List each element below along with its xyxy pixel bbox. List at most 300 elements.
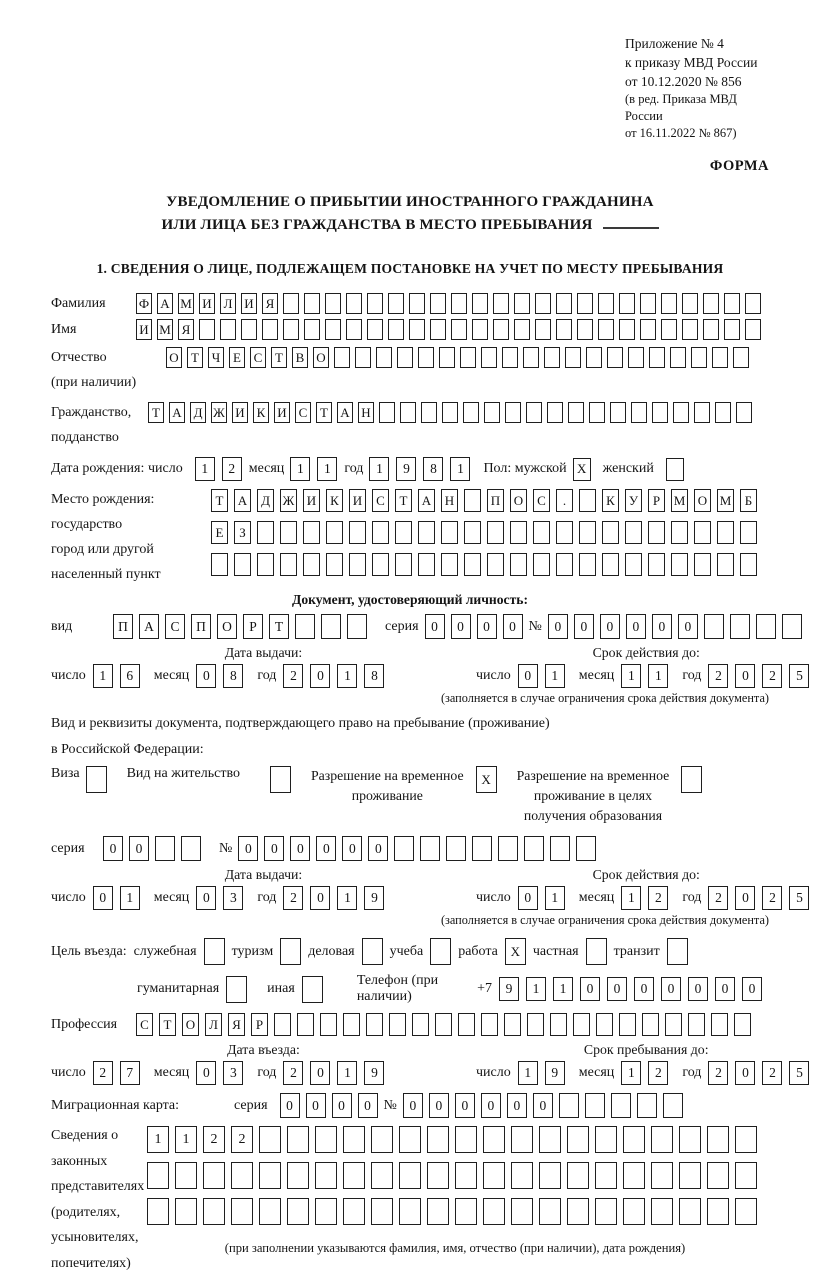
form-cell[interactable]: [667, 938, 688, 965]
form-cell[interactable]: 1: [648, 664, 668, 688]
form-cell[interactable]: 2: [283, 1061, 303, 1085]
form-cell[interactable]: [734, 1013, 751, 1036]
form-cell[interactable]: [427, 1162, 449, 1189]
form-cell[interactable]: Т: [148, 402, 164, 423]
form-cell[interactable]: [736, 402, 752, 423]
form-cell[interactable]: [679, 1162, 701, 1189]
form-cell[interactable]: [420, 836, 440, 861]
form-cell[interactable]: [661, 293, 677, 314]
form-cell[interactable]: 0: [742, 977, 762, 1001]
form-cell[interactable]: [648, 521, 665, 544]
form-cell[interactable]: [735, 1126, 757, 1153]
form-cell[interactable]: [346, 293, 362, 314]
form-cell[interactable]: [371, 1126, 393, 1153]
form-cell[interactable]: 0: [316, 836, 336, 861]
form-cell[interactable]: [691, 347, 707, 368]
form-cell[interactable]: [397, 347, 413, 368]
form-cell[interactable]: [651, 1198, 673, 1225]
form-cell[interactable]: Т: [395, 489, 412, 512]
form-cell[interactable]: [315, 1126, 337, 1153]
form-cell[interactable]: [231, 1162, 253, 1189]
form-cell[interactable]: 0: [358, 1093, 378, 1118]
form-cell[interactable]: [579, 521, 596, 544]
form-cell[interactable]: [481, 347, 497, 368]
form-cell[interactable]: [637, 1093, 657, 1118]
form-cell[interactable]: [455, 1126, 477, 1153]
form-cell[interactable]: 1: [545, 886, 565, 910]
form-cell[interactable]: [366, 1013, 383, 1036]
form-cell[interactable]: [628, 347, 644, 368]
form-cell[interactable]: [231, 1198, 253, 1225]
form-cell[interactable]: [287, 1162, 309, 1189]
form-cell[interactable]: [304, 293, 320, 314]
form-cell[interactable]: [175, 1162, 197, 1189]
form-cell[interactable]: 0: [368, 836, 388, 861]
form-cell[interactable]: 5: [789, 664, 809, 688]
form-cell[interactable]: А: [169, 402, 185, 423]
form-cell[interactable]: [372, 553, 389, 576]
form-cell[interactable]: 1: [93, 664, 113, 688]
form-cell[interactable]: [666, 458, 684, 481]
form-cell[interactable]: 5: [789, 886, 809, 910]
form-cell[interactable]: [287, 1126, 309, 1153]
form-cell[interactable]: [679, 1126, 701, 1153]
form-cell[interactable]: У: [625, 489, 642, 512]
form-cell[interactable]: А: [337, 402, 353, 423]
form-cell[interactable]: [579, 489, 596, 512]
form-cell[interactable]: [203, 1162, 225, 1189]
form-cell[interactable]: 0: [518, 886, 538, 910]
form-cell[interactable]: 0: [310, 1061, 330, 1085]
form-cell[interactable]: X: [505, 938, 526, 965]
form-cell[interactable]: Ф: [136, 293, 152, 314]
form-cell[interactable]: Л: [220, 293, 236, 314]
form-cell[interactable]: [623, 1162, 645, 1189]
form-cell[interactable]: .: [556, 489, 573, 512]
form-cell[interactable]: [527, 1013, 544, 1036]
form-cell[interactable]: Т: [211, 489, 228, 512]
form-cell[interactable]: [274, 1013, 291, 1036]
form-cell[interactable]: Л: [205, 1013, 222, 1036]
form-cell[interactable]: [304, 319, 320, 340]
form-cell[interactable]: 0: [196, 1061, 216, 1085]
form-cell[interactable]: [707, 1126, 729, 1153]
form-cell[interactable]: [455, 1162, 477, 1189]
form-cell[interactable]: [483, 1162, 505, 1189]
form-cell[interactable]: Р: [648, 489, 665, 512]
form-cell[interactable]: [498, 836, 518, 861]
form-cell[interactable]: [234, 553, 251, 576]
form-cell[interactable]: [343, 1162, 365, 1189]
form-cell[interactable]: [464, 489, 481, 512]
form-cell[interactable]: Р: [243, 614, 263, 639]
form-cell[interactable]: [372, 521, 389, 544]
form-cell[interactable]: [694, 402, 710, 423]
form-cell[interactable]: [349, 553, 366, 576]
form-cell[interactable]: [451, 319, 467, 340]
form-cell[interactable]: [504, 1013, 521, 1036]
form-cell[interactable]: [523, 347, 539, 368]
form-cell[interactable]: [694, 521, 711, 544]
form-cell[interactable]: 1: [337, 1061, 357, 1085]
form-cell[interactable]: [556, 319, 572, 340]
form-cell[interactable]: Д: [190, 402, 206, 423]
form-cell[interactable]: 0: [518, 664, 538, 688]
form-cell[interactable]: [399, 1126, 421, 1153]
form-cell[interactable]: 0: [425, 614, 445, 639]
form-cell[interactable]: 0: [455, 1093, 475, 1118]
form-cell[interactable]: 0: [93, 886, 113, 910]
form-cell[interactable]: 0: [403, 1093, 423, 1118]
form-cell[interactable]: [631, 402, 647, 423]
form-cell[interactable]: [619, 293, 635, 314]
form-cell[interactable]: X: [476, 766, 497, 793]
form-cell[interactable]: [395, 553, 412, 576]
form-cell[interactable]: [399, 1162, 421, 1189]
form-cell[interactable]: [303, 521, 320, 544]
form-cell[interactable]: Е: [211, 521, 228, 544]
form-cell[interactable]: [458, 1013, 475, 1036]
form-cell[interactable]: [740, 553, 757, 576]
form-cell[interactable]: 7: [120, 1061, 140, 1085]
form-cell[interactable]: 8: [223, 664, 243, 688]
form-cell[interactable]: [280, 553, 297, 576]
form-cell[interactable]: [441, 521, 458, 544]
form-cell[interactable]: 0: [607, 977, 627, 1001]
form-cell[interactable]: [550, 836, 570, 861]
form-cell[interactable]: [756, 614, 776, 639]
form-cell[interactable]: [355, 347, 371, 368]
form-cell[interactable]: Т: [269, 614, 289, 639]
form-cell[interactable]: [315, 1198, 337, 1225]
form-cell[interactable]: О: [217, 614, 237, 639]
form-cell[interactable]: [688, 1013, 705, 1036]
form-cell[interactable]: О: [510, 489, 527, 512]
form-cell[interactable]: 0: [661, 977, 681, 1001]
form-cell[interactable]: [671, 521, 688, 544]
form-cell[interactable]: А: [418, 489, 435, 512]
form-cell[interactable]: [556, 553, 573, 576]
form-cell[interactable]: [586, 347, 602, 368]
form-cell[interactable]: 0: [715, 977, 735, 1001]
form-cell[interactable]: [619, 1013, 636, 1036]
form-cell[interactable]: [451, 293, 467, 314]
form-cell[interactable]: [181, 836, 201, 861]
form-cell[interactable]: 9: [545, 1061, 565, 1085]
form-cell[interactable]: [430, 319, 446, 340]
form-cell[interactable]: [707, 1198, 729, 1225]
form-cell[interactable]: 2: [708, 664, 728, 688]
form-cell[interactable]: [259, 1126, 281, 1153]
form-cell[interactable]: [262, 319, 278, 340]
form-cell[interactable]: [86, 766, 107, 793]
form-cell[interactable]: 1: [317, 457, 337, 481]
form-cell[interactable]: [349, 521, 366, 544]
form-cell[interactable]: С: [165, 614, 185, 639]
form-cell[interactable]: [533, 521, 550, 544]
form-cell[interactable]: [586, 938, 607, 965]
form-cell[interactable]: 0: [342, 836, 362, 861]
form-cell[interactable]: Я: [262, 293, 278, 314]
form-cell[interactable]: С: [136, 1013, 153, 1036]
form-cell[interactable]: [147, 1198, 169, 1225]
form-cell[interactable]: К: [602, 489, 619, 512]
form-cell[interactable]: И: [199, 293, 215, 314]
form-cell[interactable]: 2: [762, 1061, 782, 1085]
form-cell[interactable]: [598, 319, 614, 340]
form-cell[interactable]: 0: [196, 664, 216, 688]
form-cell[interactable]: [455, 1198, 477, 1225]
form-cell[interactable]: [325, 319, 341, 340]
form-cell[interactable]: И: [303, 489, 320, 512]
form-cell[interactable]: [711, 1013, 728, 1036]
form-cell[interactable]: Ж: [211, 402, 227, 423]
form-cell[interactable]: П: [487, 489, 504, 512]
form-cell[interactable]: 1: [553, 977, 573, 1001]
form-cell[interactable]: [619, 319, 635, 340]
form-cell[interactable]: [464, 553, 481, 576]
form-cell[interactable]: 8: [364, 664, 384, 688]
form-cell[interactable]: [573, 1013, 590, 1036]
form-cell[interactable]: 0: [129, 836, 149, 861]
form-cell[interactable]: Е: [229, 347, 245, 368]
form-cell[interactable]: 2: [283, 886, 303, 910]
form-cell[interactable]: 0: [634, 977, 654, 1001]
form-cell[interactable]: [577, 293, 593, 314]
form-cell[interactable]: [400, 402, 416, 423]
form-cell[interactable]: [280, 521, 297, 544]
form-cell[interactable]: [539, 1126, 561, 1153]
form-cell[interactable]: [472, 293, 488, 314]
form-cell[interactable]: [427, 1126, 449, 1153]
form-cell[interactable]: 2: [648, 886, 668, 910]
form-cell[interactable]: О: [166, 347, 182, 368]
form-cell[interactable]: [511, 1162, 533, 1189]
form-cell[interactable]: [663, 1093, 683, 1118]
form-cell[interactable]: [442, 402, 458, 423]
form-cell[interactable]: [343, 1013, 360, 1036]
form-cell[interactable]: [472, 836, 492, 861]
form-cell[interactable]: А: [234, 489, 251, 512]
form-cell[interactable]: [682, 293, 698, 314]
form-cell[interactable]: 0: [600, 614, 620, 639]
form-cell[interactable]: 0: [332, 1093, 352, 1118]
form-cell[interactable]: И: [241, 293, 257, 314]
form-cell[interactable]: М: [717, 489, 734, 512]
form-cell[interactable]: 1: [621, 1061, 641, 1085]
form-cell[interactable]: [303, 553, 320, 576]
form-cell[interactable]: [481, 1013, 498, 1036]
form-cell[interactable]: [493, 293, 509, 314]
form-cell[interactable]: [211, 553, 228, 576]
form-cell[interactable]: [651, 1126, 673, 1153]
form-cell[interactable]: [463, 402, 479, 423]
form-cell[interactable]: [270, 766, 291, 793]
form-cell[interactable]: [682, 319, 698, 340]
form-cell[interactable]: 3: [223, 886, 243, 910]
form-cell[interactable]: [371, 1162, 393, 1189]
form-cell[interactable]: 8: [423, 457, 443, 481]
form-cell[interactable]: С: [372, 489, 389, 512]
form-cell[interactable]: [533, 553, 550, 576]
form-cell[interactable]: [367, 293, 383, 314]
form-cell[interactable]: [395, 521, 412, 544]
form-cell[interactable]: [733, 347, 749, 368]
form-cell[interactable]: И: [274, 402, 290, 423]
form-cell[interactable]: [439, 347, 455, 368]
form-cell[interactable]: 0: [290, 836, 310, 861]
form-cell[interactable]: [782, 614, 802, 639]
form-cell[interactable]: 0: [688, 977, 708, 1001]
form-cell[interactable]: [640, 319, 656, 340]
form-cell[interactable]: 0: [310, 664, 330, 688]
form-cell[interactable]: [526, 402, 542, 423]
form-cell[interactable]: [544, 347, 560, 368]
form-cell[interactable]: [343, 1126, 365, 1153]
form-cell[interactable]: 1: [290, 457, 310, 481]
form-cell[interactable]: [362, 938, 383, 965]
form-cell[interactable]: 0: [652, 614, 672, 639]
form-cell[interactable]: [595, 1162, 617, 1189]
form-cell[interactable]: [511, 1126, 533, 1153]
form-cell[interactable]: [559, 1093, 579, 1118]
form-cell[interactable]: [595, 1198, 617, 1225]
form-cell[interactable]: 0: [580, 977, 600, 1001]
form-cell[interactable]: 1: [450, 457, 470, 481]
form-cell[interactable]: 2: [708, 1061, 728, 1085]
form-cell[interactable]: [441, 553, 458, 576]
form-cell[interactable]: [226, 976, 247, 1003]
form-cell[interactable]: [745, 319, 761, 340]
form-cell[interactable]: [155, 836, 175, 861]
form-cell[interactable]: [694, 553, 711, 576]
form-cell[interactable]: [611, 1093, 631, 1118]
form-cell[interactable]: [409, 293, 425, 314]
form-cell[interactable]: Н: [358, 402, 374, 423]
form-cell[interactable]: Ж: [280, 489, 297, 512]
form-cell[interactable]: 2: [203, 1126, 225, 1153]
form-cell[interactable]: [514, 319, 530, 340]
form-cell[interactable]: 5: [789, 1061, 809, 1085]
form-cell[interactable]: [321, 614, 341, 639]
form-cell[interactable]: [505, 402, 521, 423]
form-cell[interactable]: [389, 1013, 406, 1036]
form-cell[interactable]: [717, 521, 734, 544]
form-cell[interactable]: Р: [251, 1013, 268, 1036]
form-cell[interactable]: [487, 553, 504, 576]
form-cell[interactable]: Ч: [208, 347, 224, 368]
form-cell[interactable]: [576, 836, 596, 861]
form-cell[interactable]: [703, 293, 719, 314]
form-cell[interactable]: [598, 293, 614, 314]
form-cell[interactable]: 0: [548, 614, 568, 639]
form-cell[interactable]: 3: [223, 1061, 243, 1085]
form-cell[interactable]: [325, 293, 341, 314]
form-cell[interactable]: [283, 293, 299, 314]
form-cell[interactable]: [567, 1126, 589, 1153]
form-cell[interactable]: О: [182, 1013, 199, 1036]
form-cell[interactable]: Б: [740, 489, 757, 512]
form-cell[interactable]: Т: [316, 402, 332, 423]
form-cell[interactable]: [367, 319, 383, 340]
form-cell[interactable]: [388, 319, 404, 340]
form-cell[interactable]: [412, 1013, 429, 1036]
form-cell[interactable]: К: [326, 489, 343, 512]
form-cell[interactable]: 2: [648, 1061, 668, 1085]
form-cell[interactable]: [399, 1198, 421, 1225]
form-cell[interactable]: [409, 319, 425, 340]
form-cell[interactable]: [199, 319, 215, 340]
form-cell[interactable]: [502, 347, 518, 368]
form-cell[interactable]: 0: [477, 614, 497, 639]
form-cell[interactable]: 1: [195, 457, 215, 481]
form-cell[interactable]: [735, 1162, 757, 1189]
form-cell[interactable]: П: [191, 614, 211, 639]
form-cell[interactable]: [460, 347, 476, 368]
form-cell[interactable]: З: [234, 521, 251, 544]
form-cell[interactable]: [259, 1162, 281, 1189]
form-cell[interactable]: [203, 1198, 225, 1225]
form-cell[interactable]: 0: [429, 1093, 449, 1118]
form-cell[interactable]: [346, 319, 362, 340]
form-cell[interactable]: 0: [481, 1093, 501, 1118]
form-cell[interactable]: [280, 938, 301, 965]
form-cell[interactable]: 1: [175, 1126, 197, 1153]
form-cell[interactable]: М: [157, 319, 173, 340]
form-cell[interactable]: [287, 1198, 309, 1225]
form-cell[interactable]: 1: [337, 886, 357, 910]
form-cell[interactable]: [652, 402, 668, 423]
form-cell[interactable]: [493, 319, 509, 340]
form-cell[interactable]: 1: [337, 664, 357, 688]
form-cell[interactable]: 1: [369, 457, 389, 481]
form-cell[interactable]: [623, 1126, 645, 1153]
form-cell[interactable]: 0: [280, 1093, 300, 1118]
form-cell[interactable]: [715, 402, 731, 423]
form-cell[interactable]: А: [139, 614, 159, 639]
form-cell[interactable]: [483, 1126, 505, 1153]
form-cell[interactable]: [577, 319, 593, 340]
form-cell[interactable]: [703, 319, 719, 340]
form-cell[interactable]: 0: [678, 614, 698, 639]
form-cell[interactable]: [640, 293, 656, 314]
form-cell[interactable]: [550, 1013, 567, 1036]
form-cell[interactable]: 2: [762, 886, 782, 910]
form-cell[interactable]: 1: [526, 977, 546, 1001]
form-cell[interactable]: 0: [533, 1093, 553, 1118]
form-cell[interactable]: [418, 521, 435, 544]
form-cell[interactable]: 0: [310, 886, 330, 910]
form-cell[interactable]: 2: [222, 457, 242, 481]
form-cell[interactable]: И: [232, 402, 248, 423]
form-cell[interactable]: [472, 319, 488, 340]
form-cell[interactable]: К: [253, 402, 269, 423]
form-cell[interactable]: И: [136, 319, 152, 340]
form-cell[interactable]: 2: [231, 1126, 253, 1153]
form-cell[interactable]: П: [113, 614, 133, 639]
form-cell[interactable]: 0: [507, 1093, 527, 1118]
form-cell[interactable]: [625, 521, 642, 544]
form-cell[interactable]: [430, 938, 451, 965]
form-cell[interactable]: 0: [735, 1061, 755, 1085]
form-cell[interactable]: М: [671, 489, 688, 512]
form-cell[interactable]: И: [349, 489, 366, 512]
form-cell[interactable]: [602, 553, 619, 576]
form-cell[interactable]: 9: [364, 886, 384, 910]
form-cell[interactable]: [514, 293, 530, 314]
form-cell[interactable]: [651, 1162, 673, 1189]
form-cell[interactable]: [625, 553, 642, 576]
